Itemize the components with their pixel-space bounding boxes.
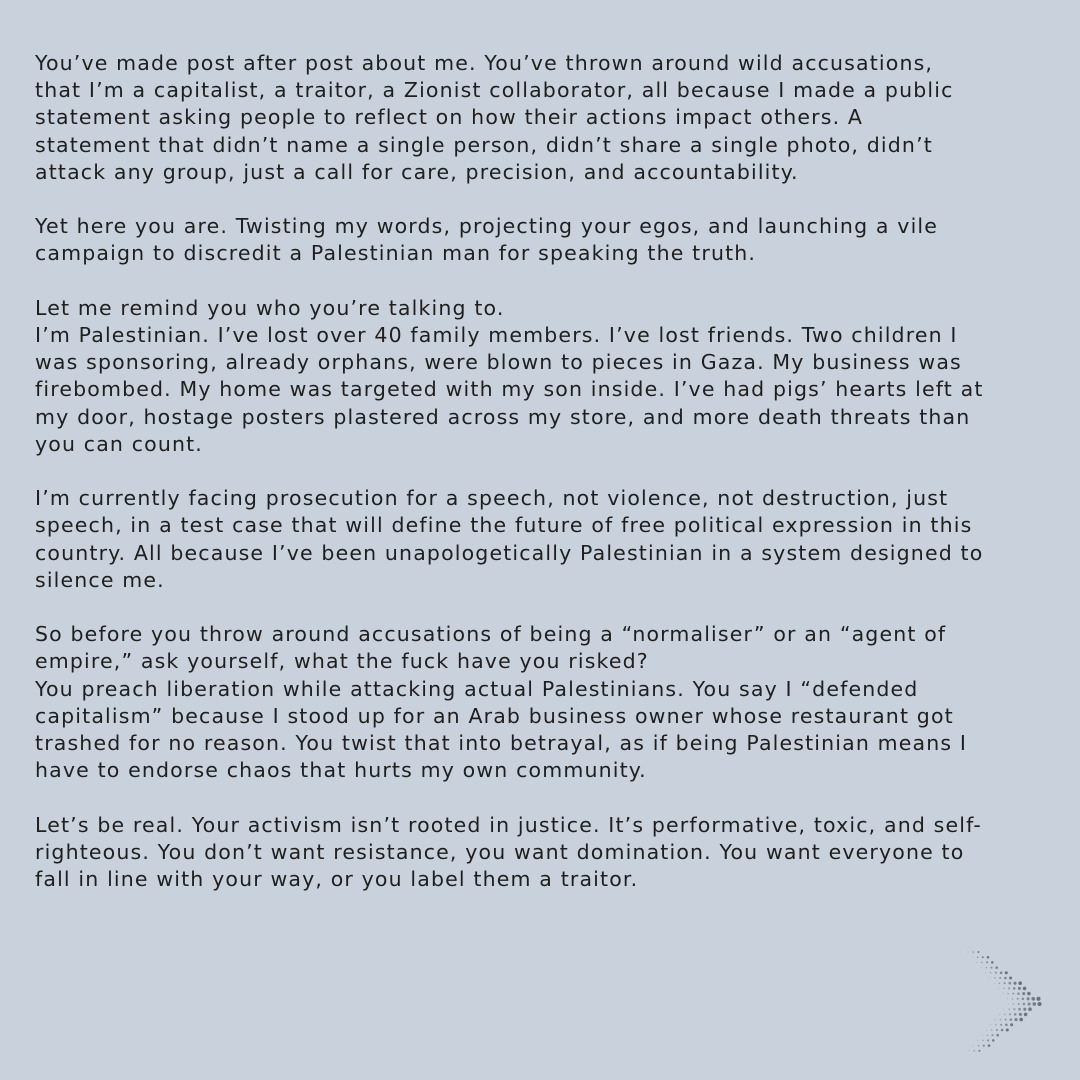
text-line: silence me.: [35, 567, 165, 592]
text-line: Let’s be real. Your activism isn’t rooted in justice. It’s performative, toxic, and self-: [35, 812, 982, 837]
text-line: statement asking people to reflect on how their actions impact others. A: [35, 105, 864, 130]
text-line: fall in line with your way, or you label them a traitor.: [35, 867, 639, 892]
text-line: have to endorse chaos that hurts my own community.: [35, 758, 647, 783]
post-text: [35, 50, 1050, 920]
paragraph-6: [35, 812, 1050, 894]
text-line: capitalism” because I stood up for an Arab business owner whose restaurant got: [35, 703, 954, 728]
text-line: You’ve made post after post about me. You’ve thrown around wild accusations,: [35, 51, 934, 75]
text-line: attack any group, just a call for care, precision, and accountability.: [35, 159, 799, 184]
text-line: I’m currently facing prosecution for a speech, not violence, not destruction, just: [35, 486, 949, 511]
text-line: country. All because I’ve been unapologetically Palestinian in a system designed to: [35, 540, 984, 565]
paragraph-1: [35, 50, 1050, 186]
text-line: trashed for no reason. You twist that into betrayal, as if being Palestinian means I: [35, 731, 968, 756]
text-line: Yet here you are. Twisting my words, projecting your egos, and launching a vile: [35, 214, 939, 239]
text-line: Let me remind you who you’re talking to.: [35, 295, 505, 320]
text-line: speech, in a test case that will define the future of free political expression in this: [35, 513, 973, 538]
text-line: my door, hostage posters plastered across my store, and more death threats than: [35, 404, 971, 429]
text-line: that I’m a capitalist, a traitor, a Zionist collaborator, all because I made a public: [35, 78, 954, 103]
text-line: So before you throw around accusations of being a “normaliser” or an “agent of: [35, 622, 947, 647]
text-line: righteous. You don’t want resistance, you want domination. You want everyone to: [35, 839, 965, 864]
paragraph-3: [35, 295, 1050, 458]
text-line: you can count.: [35, 431, 203, 456]
text-line: firebombed. My home was targeted with my son inside. I’ve had pigs’ hearts left at: [35, 377, 984, 402]
text-line: You preach liberation while attacking actual Palestinians. You say I “defended: [35, 676, 919, 701]
text-line: I’m Palestinian. I’ve lost over 40 family members. I’ve lost friends. Two children I: [35, 323, 958, 347]
text-line: statement that didn’t name a single person, didn’t share a single photo, didn’t: [35, 132, 933, 157]
text-line: campaign to discredit a Palestinian man for speaking the truth.: [35, 241, 757, 266]
dotted-chevron-right-icon[interactable]: [966, 950, 1046, 1054]
paragraph-4: [35, 485, 1050, 594]
text-line: was sponsoring, already orphans, were blown to pieces in Gaza. My business was: [35, 350, 962, 375]
paragraph-2: [35, 213, 1050, 267]
paragraph-5: [35, 621, 1050, 784]
text-line: empire,” ask yourself, what the fuck have you risked?: [35, 649, 649, 674]
